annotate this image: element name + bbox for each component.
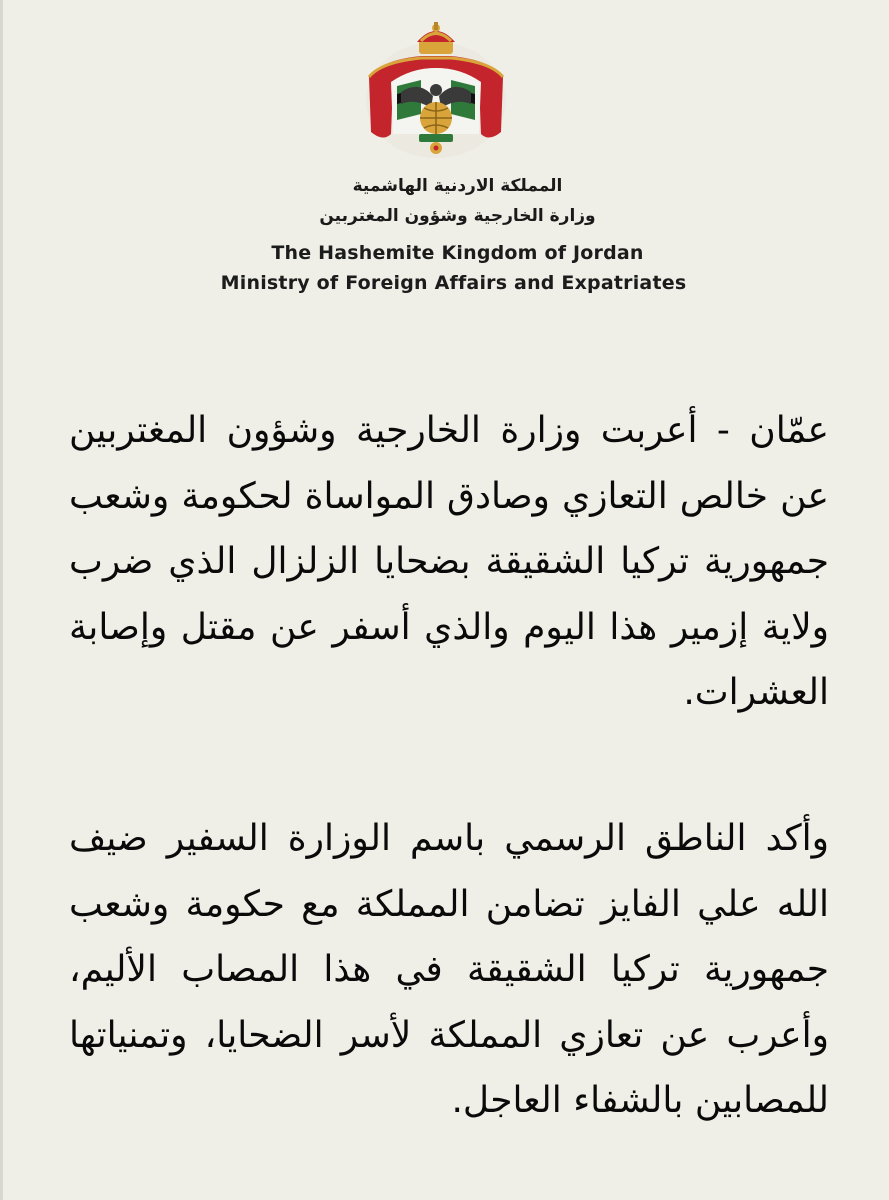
english-kingdom-title: The Hashemite Kingdom of Jordan (271, 242, 644, 264)
arabic-kingdom-title: المملكة الاردنية الهاشمية (352, 176, 563, 196)
english-ministry-title: Ministry of Foreign Affairs and Expatriates (220, 272, 687, 294)
statement-paragraph-2: وأكد الناطق الرسمي باسم الوزارة السفير ضيف الله علي الفايز تضامن المملكة مع حكومة وشعب جمهورية تركيا الشقيقة في هذا المصاب الأليم، وأعرب عن تعازي المملكة لأسر الضحايا، وتمنياتها للمصابين بالشفاء العاجل. (69, 818, 829, 1121)
statement-paragraph-1: عمّان - أعربت وزارة الخارجية وشؤون المغتربين عن خالص التعازي وصادق المواساة لحكومة وشعب جمهورية تركيا الشقيقة بضحايا الزلزال الذي ضرب ولاية إزمير هذا اليوم والذي أسفر عن مقتل وإصابة العشرات. (69, 410, 829, 713)
jordan-coat-of-arms-icon (361, 22, 511, 162)
arabic-ministry-title: وزارة الخارجية وشؤون المغتربين (319, 206, 596, 226)
